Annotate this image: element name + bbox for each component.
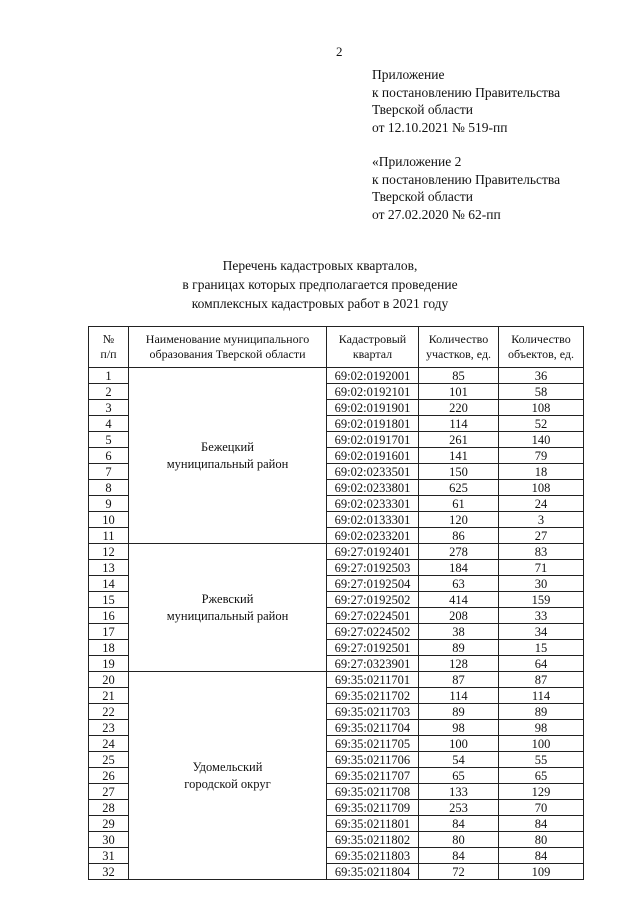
- cadastral-quarter: 69:35:0211709: [327, 800, 419, 816]
- row-number: 8: [89, 480, 129, 496]
- table-row: [89, 368, 584, 384]
- row-number: 12: [89, 544, 129, 560]
- cadastral-quarter: 69:02:0192101: [327, 384, 419, 400]
- objects-count: 70: [499, 800, 584, 816]
- annex-line: от 27.02.2020 № 62-пп: [372, 206, 501, 222]
- table-row: [89, 672, 584, 688]
- municipality-name: [129, 672, 327, 880]
- objects-count: 79: [499, 448, 584, 464]
- plots-count: 87: [419, 672, 499, 688]
- cadastral-quarter: 69:27:0192503: [327, 560, 419, 576]
- cadastral-quarter: 69:02:0233301: [327, 496, 419, 512]
- cadastral-quarter: 69:35:0211801: [327, 816, 419, 832]
- header-text: Наименование муниципального: [145, 332, 310, 346]
- cadastral-quarter: 69:02:0191601: [327, 448, 419, 464]
- objects-count: 52: [499, 416, 584, 432]
- plots-count: 141: [419, 448, 499, 464]
- row-number: 5: [89, 432, 129, 448]
- header-text: Количество: [428, 332, 489, 346]
- objects-count: 100: [499, 736, 584, 752]
- row-number: 21: [89, 688, 129, 704]
- annex-line: к постановлению Правительства: [372, 84, 561, 100]
- municipality-name: [129, 368, 327, 544]
- page-number: 2: [336, 44, 343, 59]
- objects-count: 3: [499, 512, 584, 528]
- plots-count: 85: [419, 368, 499, 384]
- row-number: 32: [89, 864, 129, 880]
- row-number: 6: [89, 448, 129, 464]
- row-number: 31: [89, 848, 129, 864]
- plots-count: 114: [419, 416, 499, 432]
- row-number: 30: [89, 832, 129, 848]
- municipality-name: [129, 544, 327, 672]
- header-text: участков, ед.: [425, 347, 492, 361]
- objects-count: 84: [499, 816, 584, 832]
- objects-count: 140: [499, 432, 584, 448]
- plots-count: 86: [419, 528, 499, 544]
- objects-count: 34: [499, 624, 584, 640]
- row-number: 27: [89, 784, 129, 800]
- plots-count: 63: [419, 576, 499, 592]
- objects-count: 71: [499, 560, 584, 576]
- cadastral-quarter: 69:02:0192001: [327, 368, 419, 384]
- cadastral-quarter: 69:27:0224501: [327, 608, 419, 624]
- row-number: 7: [89, 464, 129, 480]
- cadastral-quarter: 69:27:0224502: [327, 624, 419, 640]
- objects-count: 98: [499, 720, 584, 736]
- plots-count: 84: [419, 848, 499, 864]
- objects-count: 24: [499, 496, 584, 512]
- plots-count: 100: [419, 736, 499, 752]
- plots-count: 133: [419, 784, 499, 800]
- plots-count: 101: [419, 384, 499, 400]
- objects-count: 83: [499, 544, 584, 560]
- objects-count: 64: [499, 656, 584, 672]
- header-text: №: [102, 332, 115, 346]
- plots-count: 220: [419, 400, 499, 416]
- cadastral-quarter: 69:35:0211705: [327, 736, 419, 752]
- cadastral-quarter: 69:35:0211708: [327, 784, 419, 800]
- header-num: [89, 327, 129, 368]
- objects-count: 114: [499, 688, 584, 704]
- row-number: 15: [89, 592, 129, 608]
- row-number: 20: [89, 672, 129, 688]
- annex-line: к постановлению Правительства: [372, 171, 561, 187]
- table-body: [89, 368, 584, 880]
- header-text: квартал: [352, 347, 393, 361]
- cadastral-quarter: 69:35:0211703: [327, 704, 419, 720]
- municipality-name-line: Удомельский: [192, 759, 263, 774]
- plots-count: 80: [419, 832, 499, 848]
- cadastral-quarter: 69:02:0191801: [327, 416, 419, 432]
- objects-count: 30: [499, 576, 584, 592]
- header-text: объектов, ед.: [507, 347, 575, 361]
- cadastral-quarter: 69:02:0133301: [327, 512, 419, 528]
- row-number: 3: [89, 400, 129, 416]
- header-quarter: [327, 327, 419, 368]
- table-row: [89, 544, 584, 560]
- cadastral-quarter: 69:02:0233201: [327, 528, 419, 544]
- objects-count: 89: [499, 704, 584, 720]
- cadastral-quarter: 69:35:0211702: [327, 688, 419, 704]
- objects-count: 36: [499, 368, 584, 384]
- plots-count: 128: [419, 656, 499, 672]
- objects-count: 58: [499, 384, 584, 400]
- cadastral-quarter: 69:35:0211704: [327, 720, 419, 736]
- objects-count: 109: [499, 864, 584, 880]
- objects-count: 108: [499, 480, 584, 496]
- cadastral-quarter: 69:02:0233801: [327, 480, 419, 496]
- header-plots: [419, 327, 499, 368]
- plots-count: 150: [419, 464, 499, 480]
- row-number: 23: [89, 720, 129, 736]
- document-title: [0, 256, 640, 313]
- objects-count: 55: [499, 752, 584, 768]
- cadastral-quarter: 69:35:0211802: [327, 832, 419, 848]
- annex-line: от 12.10.2021 № 519-пп: [372, 119, 508, 135]
- row-number: 25: [89, 752, 129, 768]
- objects-count: 27: [499, 528, 584, 544]
- header-objects: [499, 327, 584, 368]
- annex-line: Тверской области: [372, 102, 473, 117]
- row-number: 19: [89, 656, 129, 672]
- plots-count: 89: [419, 640, 499, 656]
- title-line: в границах которых предполагается проведение: [182, 277, 458, 292]
- plots-count: 72: [419, 864, 499, 880]
- objects-count: 18: [499, 464, 584, 480]
- plots-count: 184: [419, 560, 499, 576]
- annex-current-header: [372, 66, 560, 136]
- cadastral-quarter: 69:27:0323901: [327, 656, 419, 672]
- plots-count: 84: [419, 816, 499, 832]
- objects-count: 159: [499, 592, 584, 608]
- cadastral-quarter: 69:02:0191901: [327, 400, 419, 416]
- cadastral-quarters-table: [88, 326, 584, 880]
- header-text: Количество: [511, 332, 571, 346]
- annex-original-header: [372, 153, 560, 223]
- row-number: 22: [89, 704, 129, 720]
- plots-count: 61: [419, 496, 499, 512]
- row-number: 28: [89, 800, 129, 816]
- annex-line: Тверской области: [372, 189, 473, 204]
- municipality-name-line: Ржевский: [201, 591, 254, 606]
- cadastral-quarter: 69:02:0233501: [327, 464, 419, 480]
- row-number: 2: [89, 384, 129, 400]
- plots-count: 414: [419, 592, 499, 608]
- municipality-name-line: муниципальный район: [166, 456, 289, 471]
- objects-count: 15: [499, 640, 584, 656]
- objects-count: 108: [499, 400, 584, 416]
- row-number: 26: [89, 768, 129, 784]
- plots-count: 89: [419, 704, 499, 720]
- plots-count: 208: [419, 608, 499, 624]
- cadastral-quarter: 69:27:0192502: [327, 592, 419, 608]
- header-municipality: [129, 327, 327, 368]
- row-number: 10: [89, 512, 129, 528]
- cadastral-quarter: 69:27:0192401: [327, 544, 419, 560]
- objects-count: 33: [499, 608, 584, 624]
- plots-count: 98: [419, 720, 499, 736]
- header-text: образования Тверской области: [149, 347, 306, 361]
- annex-line: «Приложение 2: [372, 154, 462, 169]
- title-line: Перечень кадастровых кварталов,: [222, 258, 418, 273]
- cadastral-quarter: 69:02:0191701: [327, 432, 419, 448]
- municipality-name-line: муниципальный район: [166, 608, 289, 623]
- cadastral-quarter: 69:27:0192501: [327, 640, 419, 656]
- row-number: 24: [89, 736, 129, 752]
- row-number: 29: [89, 816, 129, 832]
- row-number: 16: [89, 608, 129, 624]
- municipality-name-line: городской округ: [184, 776, 271, 791]
- row-number: 11: [89, 528, 129, 544]
- header-text: Кадастровый: [338, 332, 407, 346]
- plots-count: 120: [419, 512, 499, 528]
- cadastral-quarter: 69:35:0211706: [327, 752, 419, 768]
- cadastral-quarter: 69:35:0211804: [327, 864, 419, 880]
- plots-count: 38: [419, 624, 499, 640]
- table-header-row: [89, 327, 584, 368]
- row-number: 14: [89, 576, 129, 592]
- cadastral-quarter: 69:35:0211707: [327, 768, 419, 784]
- municipality-name-line: Бежецкий: [201, 439, 254, 454]
- row-number: 18: [89, 640, 129, 656]
- row-number: 4: [89, 416, 129, 432]
- plots-count: 114: [419, 688, 499, 704]
- row-number: 17: [89, 624, 129, 640]
- cadastral-quarter: 69:35:0211803: [327, 848, 419, 864]
- objects-count: 87: [499, 672, 584, 688]
- plots-count: 625: [419, 480, 499, 496]
- cadastral-quarter: 69:35:0211701: [327, 672, 419, 688]
- header-text: п/п: [100, 347, 117, 361]
- objects-count: 129: [499, 784, 584, 800]
- objects-count: 84: [499, 848, 584, 864]
- objects-count: 80: [499, 832, 584, 848]
- row-number: 1: [89, 368, 129, 384]
- plots-count: 278: [419, 544, 499, 560]
- annex-line: Приложение: [372, 67, 445, 82]
- plots-count: 65: [419, 768, 499, 784]
- row-number: 9: [89, 496, 129, 512]
- plots-count: 54: [419, 752, 499, 768]
- row-number: 13: [89, 560, 129, 576]
- plots-count: 261: [419, 432, 499, 448]
- title-line: комплексных кадастровых работ в 2021 году: [191, 296, 449, 311]
- cadastral-quarter: 69:27:0192504: [327, 576, 419, 592]
- plots-count: 253: [419, 800, 499, 816]
- objects-count: 65: [499, 768, 584, 784]
